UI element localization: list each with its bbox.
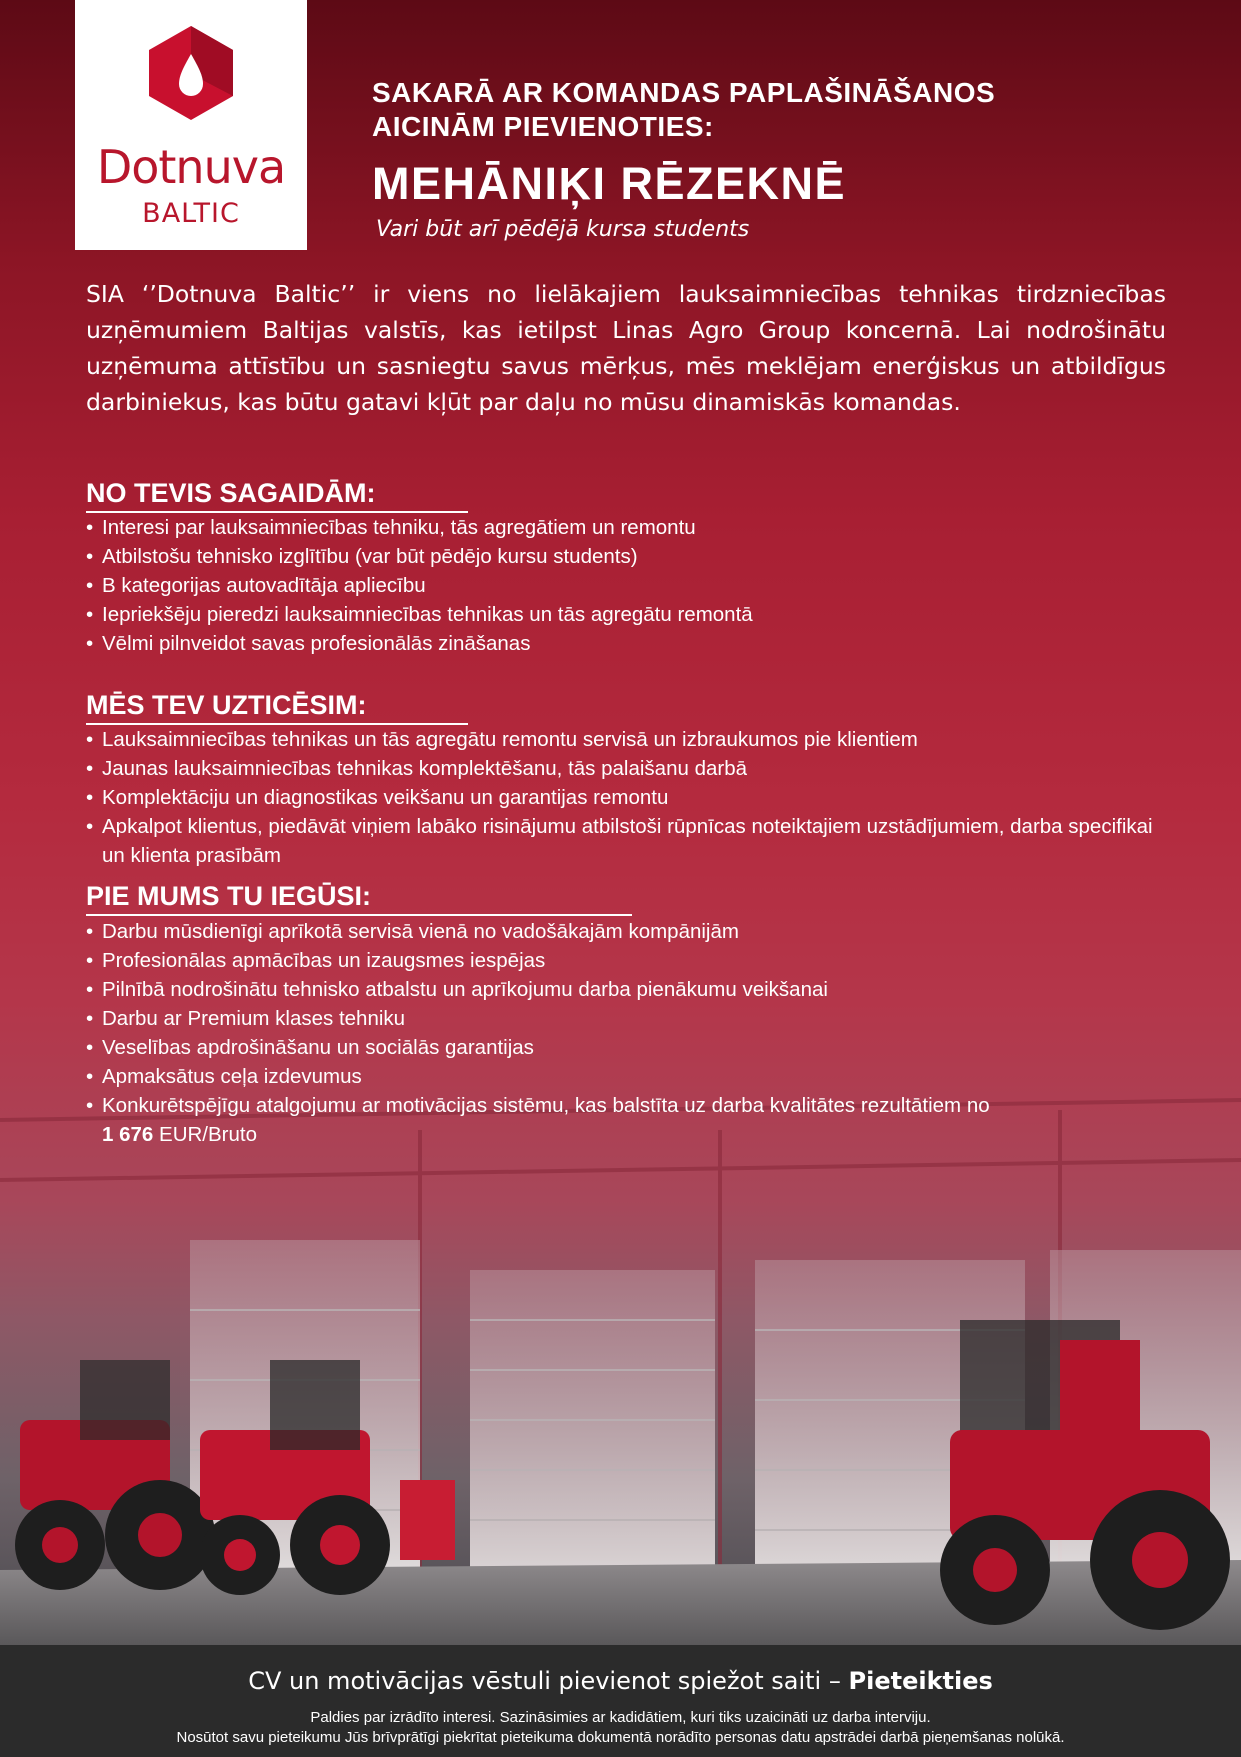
footer-note-1: Paldies par izrādīto interesi. Sazināsimies ar kadidātiem, kuri tiks uzaicināti uz darba interviju. [310,1709,931,1726]
list-item: • Jaunas lauksaimniecības tehnikas komplektēšanu, tās palaišanu darbā [86,754,1166,783]
logo-subname: BALTIC [142,198,240,229]
section-title-responsibilities: MĒS TEV UZTICĒSIM: [86,690,367,720]
list-item: • Interesi par lauksaimniecības tehniku, tās agregātiem un remontu [86,513,1166,542]
headline [372,76,995,144]
list-item: • Darbu ar Premium klases tehniku [86,1004,1166,1033]
list-item: • Darbu mūsdienīgi aprīkotā servisā vienā no vadošākajām kompānijām [86,917,1166,946]
drop-in-hexagon-icon [147,24,235,122]
list-item [86,1091,1166,1149]
expectations-list [86,513,1166,658]
list-item: • B kategorijas autovadītāja apliecību [86,571,1166,600]
list-item: • Veselības apdrošināšanu un sociālās garantijas [86,1033,1166,1062]
list-item: • Apkalpot klientus, piedāvāt viņiem labāko risinājumu atbilstoši rūpnīcas noteiktajiem uzstādījumiem, darba specifikai un klienta prasībām [86,812,1166,870]
list-item: • Lauksaimniecības tehnikas un tās agregātu remontu servisā un izbraukumos pie klientiem [86,725,1166,754]
list-item: • Apmaksātus ceļa izdevumus [86,1062,1166,1091]
salary-unit: EUR/Bruto [159,1123,257,1146]
job-subtitle: Vari būt arī pēdējā kursa students [376,217,750,242]
footer [0,1645,1241,1757]
headline-line-2: AICINĀM PIEVIENOTIES: [372,111,714,142]
list-item: • Pilnībā nodrošinātu tehnisko atbalstu un aprīkojumu darba pienākumu veikšanai [86,975,1166,1004]
footer-cta-text: CV un motivācijas vēstuli pievienot spiežot saiti – [248,1667,841,1695]
benefits-list [86,917,1166,1149]
list-item: • Komplektāciju un diagnostikas veikšanu un garantijas remontu [86,783,1166,812]
job-title: MEHĀNIĶI RĒZEKNĒ [372,158,847,209]
list-item: • Iepriekšēju pieredzi lauksaimniecības tehnikas un tās agregātu remontā [86,600,1166,629]
responsibilities-list [86,725,1166,870]
salary-text: Konkurētspējīgu atalgojumu ar motivācijas sistēmu, kas balstīta uz darba kvalitātes rezultātiem no [102,1094,990,1117]
apply-link[interactable]: Pieteikties [848,1667,993,1695]
workshop-scene-image [0,1090,1241,1645]
list-item: • Atbilstošu tehnisko izglītību (var būt pēdējo kursu students) [86,542,1166,571]
company-logo [75,0,307,250]
list-item: • Profesionālas apmācības un izaugsmes iespējas [86,946,1166,975]
section-title-expectations: NO TEVIS SAGAIDĀM: [86,478,376,508]
list-item: • Vēlmi pilnveidot savas profesionālās zināšanas [86,629,1166,658]
tractor-left-icon [15,1360,215,1590]
salary-amount: 1 676 [102,1123,154,1146]
logo-name: Dotnuva [96,140,286,194]
section-underline [86,914,632,916]
headline-line-1: SAKARĀ AR KOMANDAS PAPLAŠINĀŠANOS [372,77,996,108]
salary-value [102,1123,257,1146]
section-title-benefits: PIE MUMS TU IEGŪSI: [86,881,372,911]
footer-cta [0,1667,1241,1695]
footer-note-2: Nosūtot savu pieteikumu Jūs brīvprātīgi piekrītat pieteikuma dokumentā norādīto personas datu apstrādei darbā pieņemšanas nolūkā. [176,1729,1065,1746]
intro-paragraph: SIA ‘’Dotnuva Baltic’’ ir viens no lielākajiem lauksaimniecības tehnikas tirdzniecības uzņēmumiem Baltijas valstīs, kas ietilpst Linas Agro Group koncernā. Lai nodrošinātu uzņēmuma attīstību un sasniegtu savus mērķus, mēs meklējam enerģiskus un atbildīgus darbiniekus, kas būtu gatavi kļūt par daļu no mūsu dinamiskās komandas. [86,280,1166,416]
